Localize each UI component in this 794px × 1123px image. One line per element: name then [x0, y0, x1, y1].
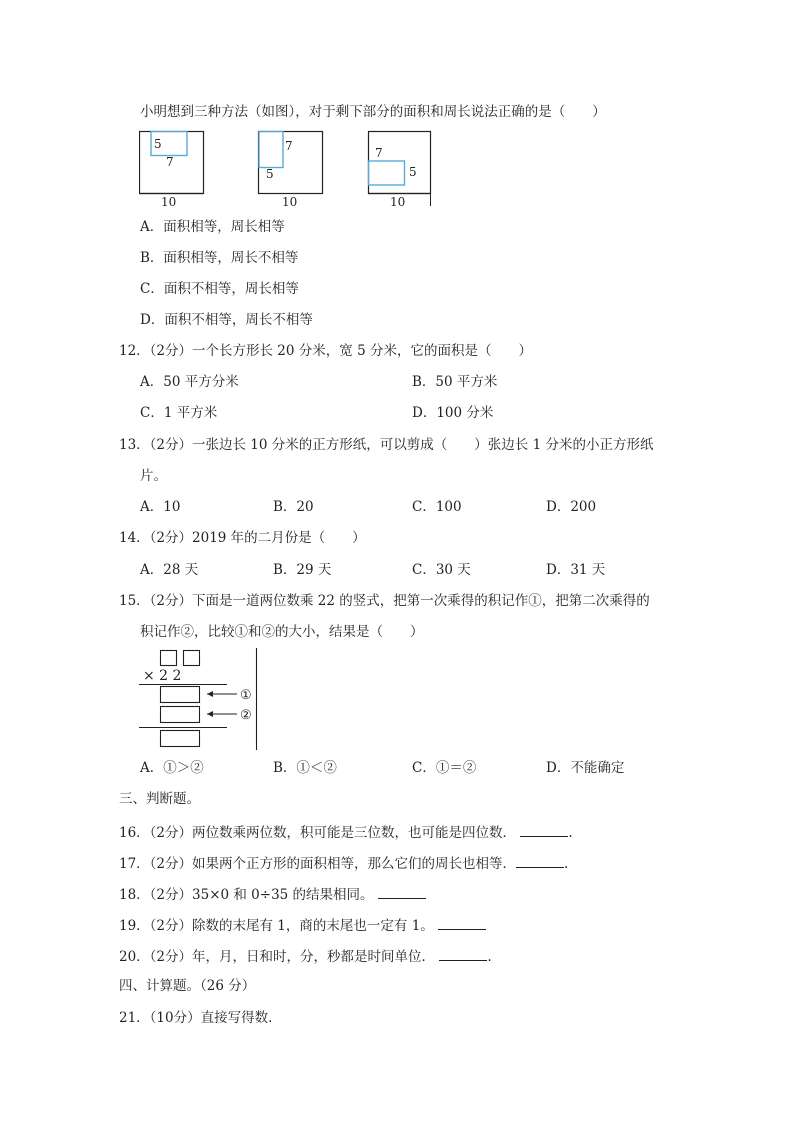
q11-stem: 小明想到三种方法（如图），对于剩下部分的面积和周长说法正确的是（ ）: [140, 104, 606, 120]
q19-text: 19．（2分）除数的末尾有 1，商的末尾也一定有 1。: [119, 918, 434, 934]
q12-option-d: D．100 分米: [412, 405, 494, 421]
q17-answer-blank[interactable]: [516, 853, 564, 868]
q15-option-b: B．①＜②: [273, 760, 337, 776]
label-3-10: 10: [390, 195, 406, 209]
section-3-heading: 三、判断题。: [119, 791, 200, 807]
q15-stem-line1: 15．（2分）下面是一道两位数乘 22 的竖式，把第一次乘得的积记作①，把第二次乘得的: [119, 593, 650, 609]
digit-box-2: [184, 651, 200, 666]
cut-rect-2: [259, 132, 283, 168]
q14-stem: 14．（2分）2019 年的二月份是（ ）: [119, 530, 366, 546]
q17-text: 17．（2分）如果两个正方形的面积相等，那么它们的周长也相等．: [119, 856, 517, 872]
label-3-5: 5: [409, 165, 417, 179]
q17-end: .: [564, 856, 569, 872]
label-2-5: 5: [266, 167, 274, 181]
q18: [119, 884, 426, 904]
q16: [119, 822, 573, 842]
q19: [119, 915, 486, 935]
q20: [119, 946, 492, 966]
q11-option-b: B．面积相等，周长不相等: [140, 250, 299, 266]
q12-stem: 12．（2分）一个长方形长 20 分米，宽 5 分米，它的面积是（ ）: [119, 343, 532, 359]
q14-option-a: A．28 天: [140, 562, 199, 578]
q15-option-c: C．①＝②: [412, 760, 477, 776]
q16-text: 16．（2分）两位数乘两位数，积可能是三位数，也可能是四位数．: [119, 825, 517, 841]
q13-option-b: B．20: [273, 499, 314, 515]
q12-option-b: B．50 平方米: [412, 374, 498, 390]
digit-box-1: [161, 651, 177, 666]
q14-option-b: B．29 天: [273, 562, 332, 578]
q21-stem: 21．（10分）直接写得数．: [119, 1010, 282, 1026]
q13-option-d: D．200: [546, 499, 597, 515]
q15-stem-line2: 积记作②，比较①和②的大小，结果是（ ）: [140, 624, 424, 640]
q14-option-c: C．30 天: [412, 562, 471, 578]
q20-text: 20．（2分）年，月，日和时，分，秒都是时间单位．: [119, 949, 436, 965]
section-4-heading: 四、计算题。（26 分）: [119, 978, 256, 994]
q20-end: .: [487, 949, 492, 965]
mark-1: ①: [240, 688, 252, 703]
label-1-7: 7: [166, 155, 174, 169]
label-2-7: 7: [285, 139, 293, 153]
q11-figure: [139, 126, 434, 210]
q12-option-a: A．50 平方分米: [140, 374, 239, 390]
q11-option-d: D．面积不相等，周长不相等: [140, 312, 313, 328]
q13-stem-line1: 13．（2分）一张边长 10 分米的正方形纸，可以剪成（ ）张边长 1 分米的小正方形纸: [119, 437, 654, 453]
q11-option-a: A．面积相等，周长相等: [140, 219, 285, 235]
product-box-2: [161, 707, 200, 723]
q15-option-a: A．①＞②: [140, 760, 204, 776]
q11-option-c: C．面积不相等，周长相等: [140, 281, 299, 297]
mark-2: ②: [240, 708, 252, 723]
q14-option-d: D．31 天: [546, 562, 606, 578]
label-1-5: 5: [154, 137, 162, 151]
q18-text: 18．（2分）35×0 和 0÷35 的结果相同。: [119, 887, 374, 903]
q13-option-c: C．100: [412, 499, 462, 515]
q12-option-c: C．1 平方米: [140, 405, 218, 421]
label-2-10: 10: [282, 195, 298, 209]
product-box-3: [161, 731, 200, 747]
q16-end: .: [568, 825, 573, 841]
q18-answer-blank[interactable]: [378, 884, 426, 899]
label-3-7: 7: [375, 146, 383, 160]
square-3: [369, 132, 431, 194]
q19-answer-blank[interactable]: [438, 915, 486, 930]
q20-answer-blank[interactable]: [439, 946, 487, 961]
q13-stem-line2: 片。: [140, 468, 167, 484]
label-1-10: 10: [161, 195, 177, 209]
q15-figure: [139, 648, 264, 752]
cut-rect-3: [369, 161, 405, 185]
product-box-1: [161, 687, 200, 703]
q13-option-a: A．10: [140, 499, 181, 515]
multiplier-text: × 2 2: [143, 668, 182, 684]
q16-answer-blank[interactable]: [520, 822, 568, 837]
q15-option-d: D．不能确定: [546, 760, 625, 776]
q17: [119, 853, 568, 873]
